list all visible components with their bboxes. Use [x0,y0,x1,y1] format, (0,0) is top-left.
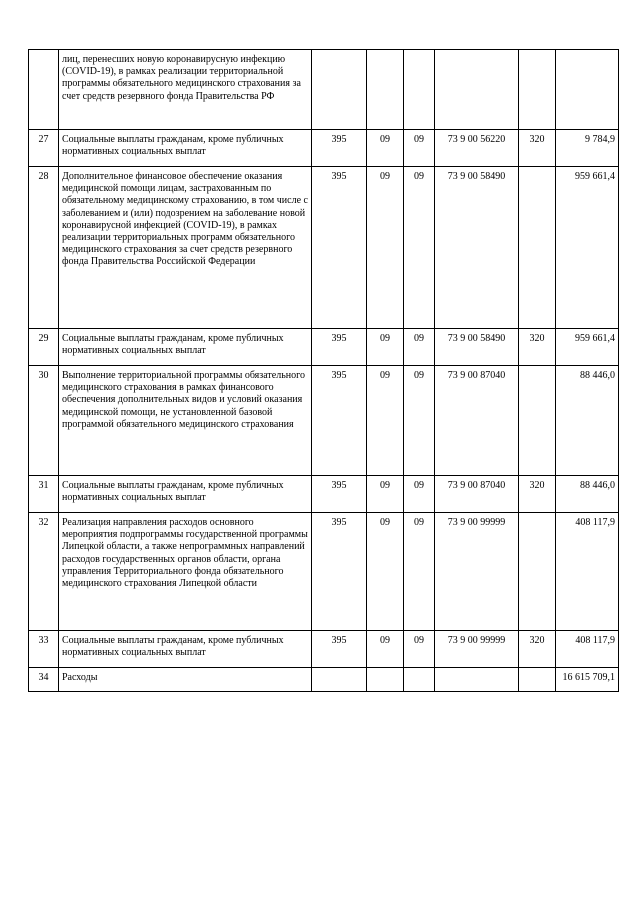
row-amount: 16 615 709,1 [556,668,619,692]
row-type: 320 [519,476,556,513]
row-subsection [404,668,435,692]
row-subsection [404,50,435,130]
row-number: 27 [29,130,59,167]
row-number [29,50,59,130]
row-ministry: 395 [312,366,367,476]
expenditure-table [28,49,619,692]
row-section: 09 [367,476,404,513]
row-type: 320 [519,329,556,366]
table-row [29,130,619,167]
row-number: 34 [29,668,59,692]
row-amount: 959 661,4 [556,167,619,329]
row-subsection: 09 [404,329,435,366]
row-article [435,668,519,692]
row-section: 09 [367,329,404,366]
row-type [519,513,556,631]
table-row [29,366,619,476]
row-subsection: 09 [404,130,435,167]
row-name: Социальные выплаты гражданам, кроме публичных нормативных социальных выплат [59,476,312,513]
table-row [29,476,619,513]
row-name: Социальные выплаты гражданам, кроме публичных нормативных социальных выплат [59,130,312,167]
row-subsection: 09 [404,476,435,513]
row-article: 73 9 00 99999 [435,513,519,631]
row-name: лиц, перенесших новую коронавирусную инфекцию (COVID-19), в рамках реализации территориальной программы обязательного медицинского страхования за счет средств резервного фонда Правительства РФ [59,50,312,130]
table-row [29,513,619,631]
row-ministry: 395 [312,476,367,513]
row-name: Дополнительное финансовое обеспечение оказания медицинской помощи лицам, застрахованным по обязательному медицинскому страхованию, в том числе с заболеванием и (или) подозрением на заболевание новой коронавирусной инфекцией (COVID-19), в рамках реализации территориальных программ обязательного медицинского страхования за счет средств резервного фонда Правительства Российской Федерации [59,167,312,329]
row-ministry: 395 [312,130,367,167]
row-article: 73 9 00 58490 [435,167,519,329]
row-name: Реализация направления расходов основного мероприятия подпрограммы государственной программы Липецкой области, а также непрограммных направлений расходов государственных органов области, органа управления Территориального фонда обязательного медицинского страхования Липецкой области [59,513,312,631]
row-number: 30 [29,366,59,476]
row-amount [556,50,619,130]
row-number: 29 [29,329,59,366]
row-article: 73 9 00 87040 [435,476,519,513]
row-article: 73 9 00 58490 [435,329,519,366]
row-type: 320 [519,631,556,668]
row-subsection: 09 [404,167,435,329]
row-ministry: 395 [312,631,367,668]
table-row [29,50,619,130]
table-row [29,668,619,692]
row-amount: 9 784,9 [556,130,619,167]
row-type [519,366,556,476]
row-name: Выполнение территориальной программы обязательного медицинского страхования в рамках финансового обеспечения дополнительных видов и условий оказания медицинской помощи, не установленной базовой программой обязательного медицинского страхования [59,366,312,476]
table-row [29,631,619,668]
row-name: Социальные выплаты гражданам, кроме публичных нормативных социальных выплат [59,329,312,366]
row-section: 09 [367,167,404,329]
row-number: 33 [29,631,59,668]
table-row [29,167,619,329]
table-row [29,329,619,366]
row-article: 73 9 00 87040 [435,366,519,476]
row-subsection: 09 [404,366,435,476]
row-ministry: 395 [312,513,367,631]
row-section: 09 [367,631,404,668]
row-article: 73 9 00 56220 [435,130,519,167]
row-section: 09 [367,513,404,631]
row-amount: 408 117,9 [556,631,619,668]
row-number: 31 [29,476,59,513]
row-section [367,50,404,130]
row-article [435,50,519,130]
row-ministry: 395 [312,167,367,329]
row-ministry: 395 [312,329,367,366]
row-type [519,50,556,130]
row-section: 09 [367,130,404,167]
row-type: 320 [519,130,556,167]
row-ministry [312,668,367,692]
row-section: 09 [367,366,404,476]
table-body [29,50,619,692]
row-article: 73 9 00 99999 [435,631,519,668]
row-subsection: 09 [404,631,435,668]
row-amount: 959 661,4 [556,329,619,366]
row-name: Социальные выплаты гражданам, кроме публичных нормативных социальных выплат [59,631,312,668]
row-subsection: 09 [404,513,435,631]
row-type [519,668,556,692]
row-section [367,668,404,692]
row-ministry [312,50,367,130]
row-amount: 88 446,0 [556,476,619,513]
row-type [519,167,556,329]
row-name: Расходы [59,668,312,692]
row-amount: 408 117,9 [556,513,619,631]
row-number: 32 [29,513,59,631]
row-amount: 88 446,0 [556,366,619,476]
row-number: 28 [29,167,59,329]
